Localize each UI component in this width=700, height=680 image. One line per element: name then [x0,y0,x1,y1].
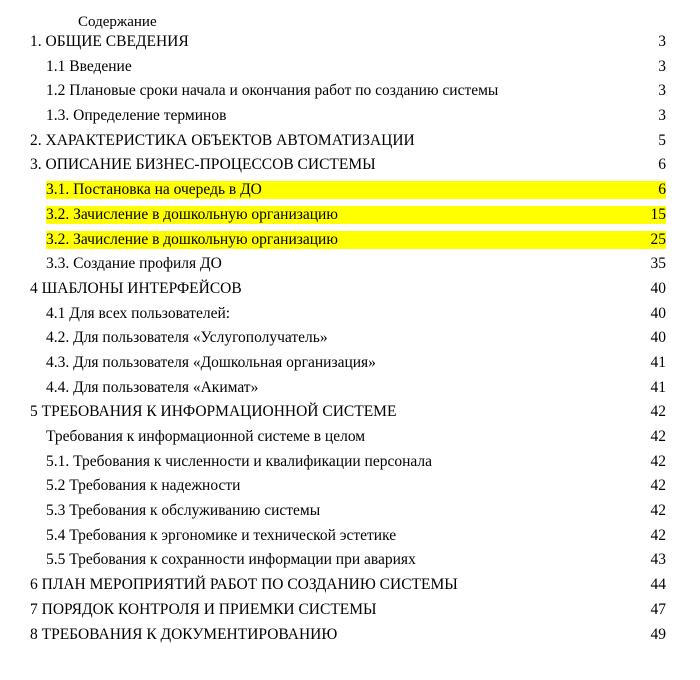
toc-entry-page-number: 3 [658,33,666,50]
toc-entry[interactable] [0,501,700,526]
toc-entry-label: 4.4. Для пользователя «Акимат» [46,378,259,396]
toc-entry[interactable] [0,452,700,477]
toc-entry-page-number: 40 [650,304,666,322]
toc-entry[interactable] [0,378,700,403]
toc-entry-page-number: 42 [650,502,666,520]
toc-entry-page-number: 35 [650,255,666,273]
toc-entry-page-number: 25 [650,230,666,248]
toc-entry-label: Требования к информационной системе в целом [46,428,366,445]
highlight-bar [46,231,666,249]
toc-entry-page-number: 3 [658,107,666,125]
toc-entry-line [30,156,666,174]
highlight-bar [46,206,666,224]
toc-entry-label: 6 ПЛАН МЕРОПРИЯТИЙ РАБОТ ПО СОЗДАНИЮ СИСТЕМЫ [30,576,458,594]
toc-entry-line [30,601,666,619]
toc-entry[interactable] [0,304,700,329]
toc-entry-label: 4.3. Для пользователя «Дошкольная организация» [46,353,376,371]
toc-entry[interactable] [0,550,700,575]
toc-entry-page-number: 5 [658,131,666,149]
toc-entry[interactable] [0,526,700,551]
toc-entry-page-number: 42 [650,477,666,495]
toc-entry-page-number: 41 [650,378,666,396]
toc-entry[interactable] [0,32,700,57]
toc-entry-page-number: 42 [650,526,666,544]
toc-entry-line [46,527,666,545]
toc-entry-label: 4.2. Для пользователя «Услугополучатель» [46,329,328,347]
table-of-contents [0,32,700,649]
toc-entry-line [46,502,666,520]
toc-entry-highlighted[interactable] [0,230,700,255]
toc-entry-highlighted[interactable] [0,205,700,230]
toc-entry-label: 5.1. Требования к численности и квалификации персонала [46,452,433,470]
toc-entry[interactable] [0,57,700,82]
toc-entry[interactable] [0,81,700,106]
toc-entry-line [30,280,666,298]
toc-entry-line [46,379,666,397]
toc-entry-line [30,403,666,421]
toc-entry-label: 1.1 Введение [46,57,132,75]
toc-entry-page-number: 3 [658,82,666,100]
toc-entry-label: 8 ТРЕБОВАНИЯ К ДОКУМЕНТИРОВАНИЮ [30,625,338,643]
toc-entry-label: 1.2 Плановые сроки начала и окончания работ по созданию системы [46,82,499,100]
toc-entry-page-number: 49 [650,625,666,643]
toc-entry[interactable] [0,476,700,501]
toc-entry-page-number: 6 [658,156,666,174]
toc-entry-label: 5.3 Требования к обслуживанию системы [46,502,321,520]
toc-entry-line [46,551,666,569]
toc-entry-highlighted[interactable] [0,180,700,205]
toc-entry-page-number: 40 [650,329,666,347]
toc-entry-label: 3.2. Зачисление в дошкольную организацию [46,205,338,223]
toc-entry-label: 3.1. Постановка на очередь в ДО [46,181,262,199]
toc-entry[interactable] [0,575,700,600]
toc-entry-line [46,305,666,323]
toc-entry-page-number: 42 [650,428,666,445]
toc-entry-label: 7 ПОРЯДОК КОНТРОЛЯ И ПРИЕМКИ СИСТЕМЫ [30,600,377,618]
toc-entry-label: 3. ОПИСАНИЕ БИЗНЕС-ПРОЦЕССОВ СИСТЕМЫ [30,156,376,174]
toc-entry-label: 4 ШАБЛОНЫ ИНТЕРФЕЙСОВ [30,279,242,297]
toc-entry-label: 5.5 Требования к сохранности информации при авариях [46,551,416,569]
toc-entry-page-number: 41 [650,353,666,371]
toc-entry[interactable] [0,625,700,650]
toc-entry-line [46,329,666,347]
toc-entry-line [46,428,666,446]
toc-entry-label: 3.3. Создание профиля ДО [46,255,222,273]
toc-title: Содержание [78,14,157,30]
toc-entry[interactable] [0,155,700,180]
toc-entry-label: 1. ОБЩИЕ СВЕДЕНИЯ [30,33,189,50]
toc-entry-label: 1.3. Определение терминов [46,107,227,125]
toc-entry-label: 5.2 Требования к надежности [46,477,241,495]
toc-entry-line [46,58,666,76]
toc-entry-line [46,477,666,495]
toc-entry[interactable] [0,106,700,131]
toc-entry-page-number: 42 [650,452,666,470]
toc-entry-line [46,453,666,471]
toc-entry[interactable] [0,427,700,452]
toc-entry-line [46,82,666,100]
toc-entry-line [30,626,666,644]
toc-entry-page-number: 44 [650,576,666,594]
toc-entry[interactable] [0,600,700,625]
toc-entry-label: 3.2. Зачисление в дошкольную организацию [46,230,338,248]
toc-entry[interactable] [0,402,700,427]
toc-entry-line [46,255,666,273]
toc-entry[interactable] [0,131,700,156]
toc-entry-page-number: 40 [650,279,666,297]
toc-entry-line [30,33,666,51]
highlight-bar [46,181,666,199]
toc-entry-page-number: 6 [658,181,666,199]
toc-entry-page-number: 3 [658,57,666,75]
toc-entry-page-number: 15 [650,205,666,223]
toc-entry-label: 4.1 Для всех пользователей: [46,304,231,322]
toc-entry[interactable] [0,353,700,378]
toc-entry[interactable] [0,254,700,279]
toc-entry-label: 5.4 Требования к эргономике и технической эстетике [46,526,397,544]
toc-entry[interactable] [0,279,700,304]
toc-entry-page-number: 47 [650,600,666,618]
toc-entry[interactable] [0,328,700,353]
toc-entry-label: 5 ТРЕБОВАНИЯ К ИНФОРМАЦИОННОЙ СИСТЕМЕ [30,403,397,421]
toc-entry-line [46,107,666,125]
toc-entry-line [46,354,666,372]
toc-entry-page-number: 43 [650,551,666,569]
toc-entry-page-number: 42 [650,403,666,421]
toc-entry-line [30,576,666,594]
toc-entry-line [30,132,666,150]
toc-entry-label: 2. ХАРАКТЕРИСТИКА ОБЪЕКТОВ АВТОМАТИЗАЦИИ [30,131,415,149]
